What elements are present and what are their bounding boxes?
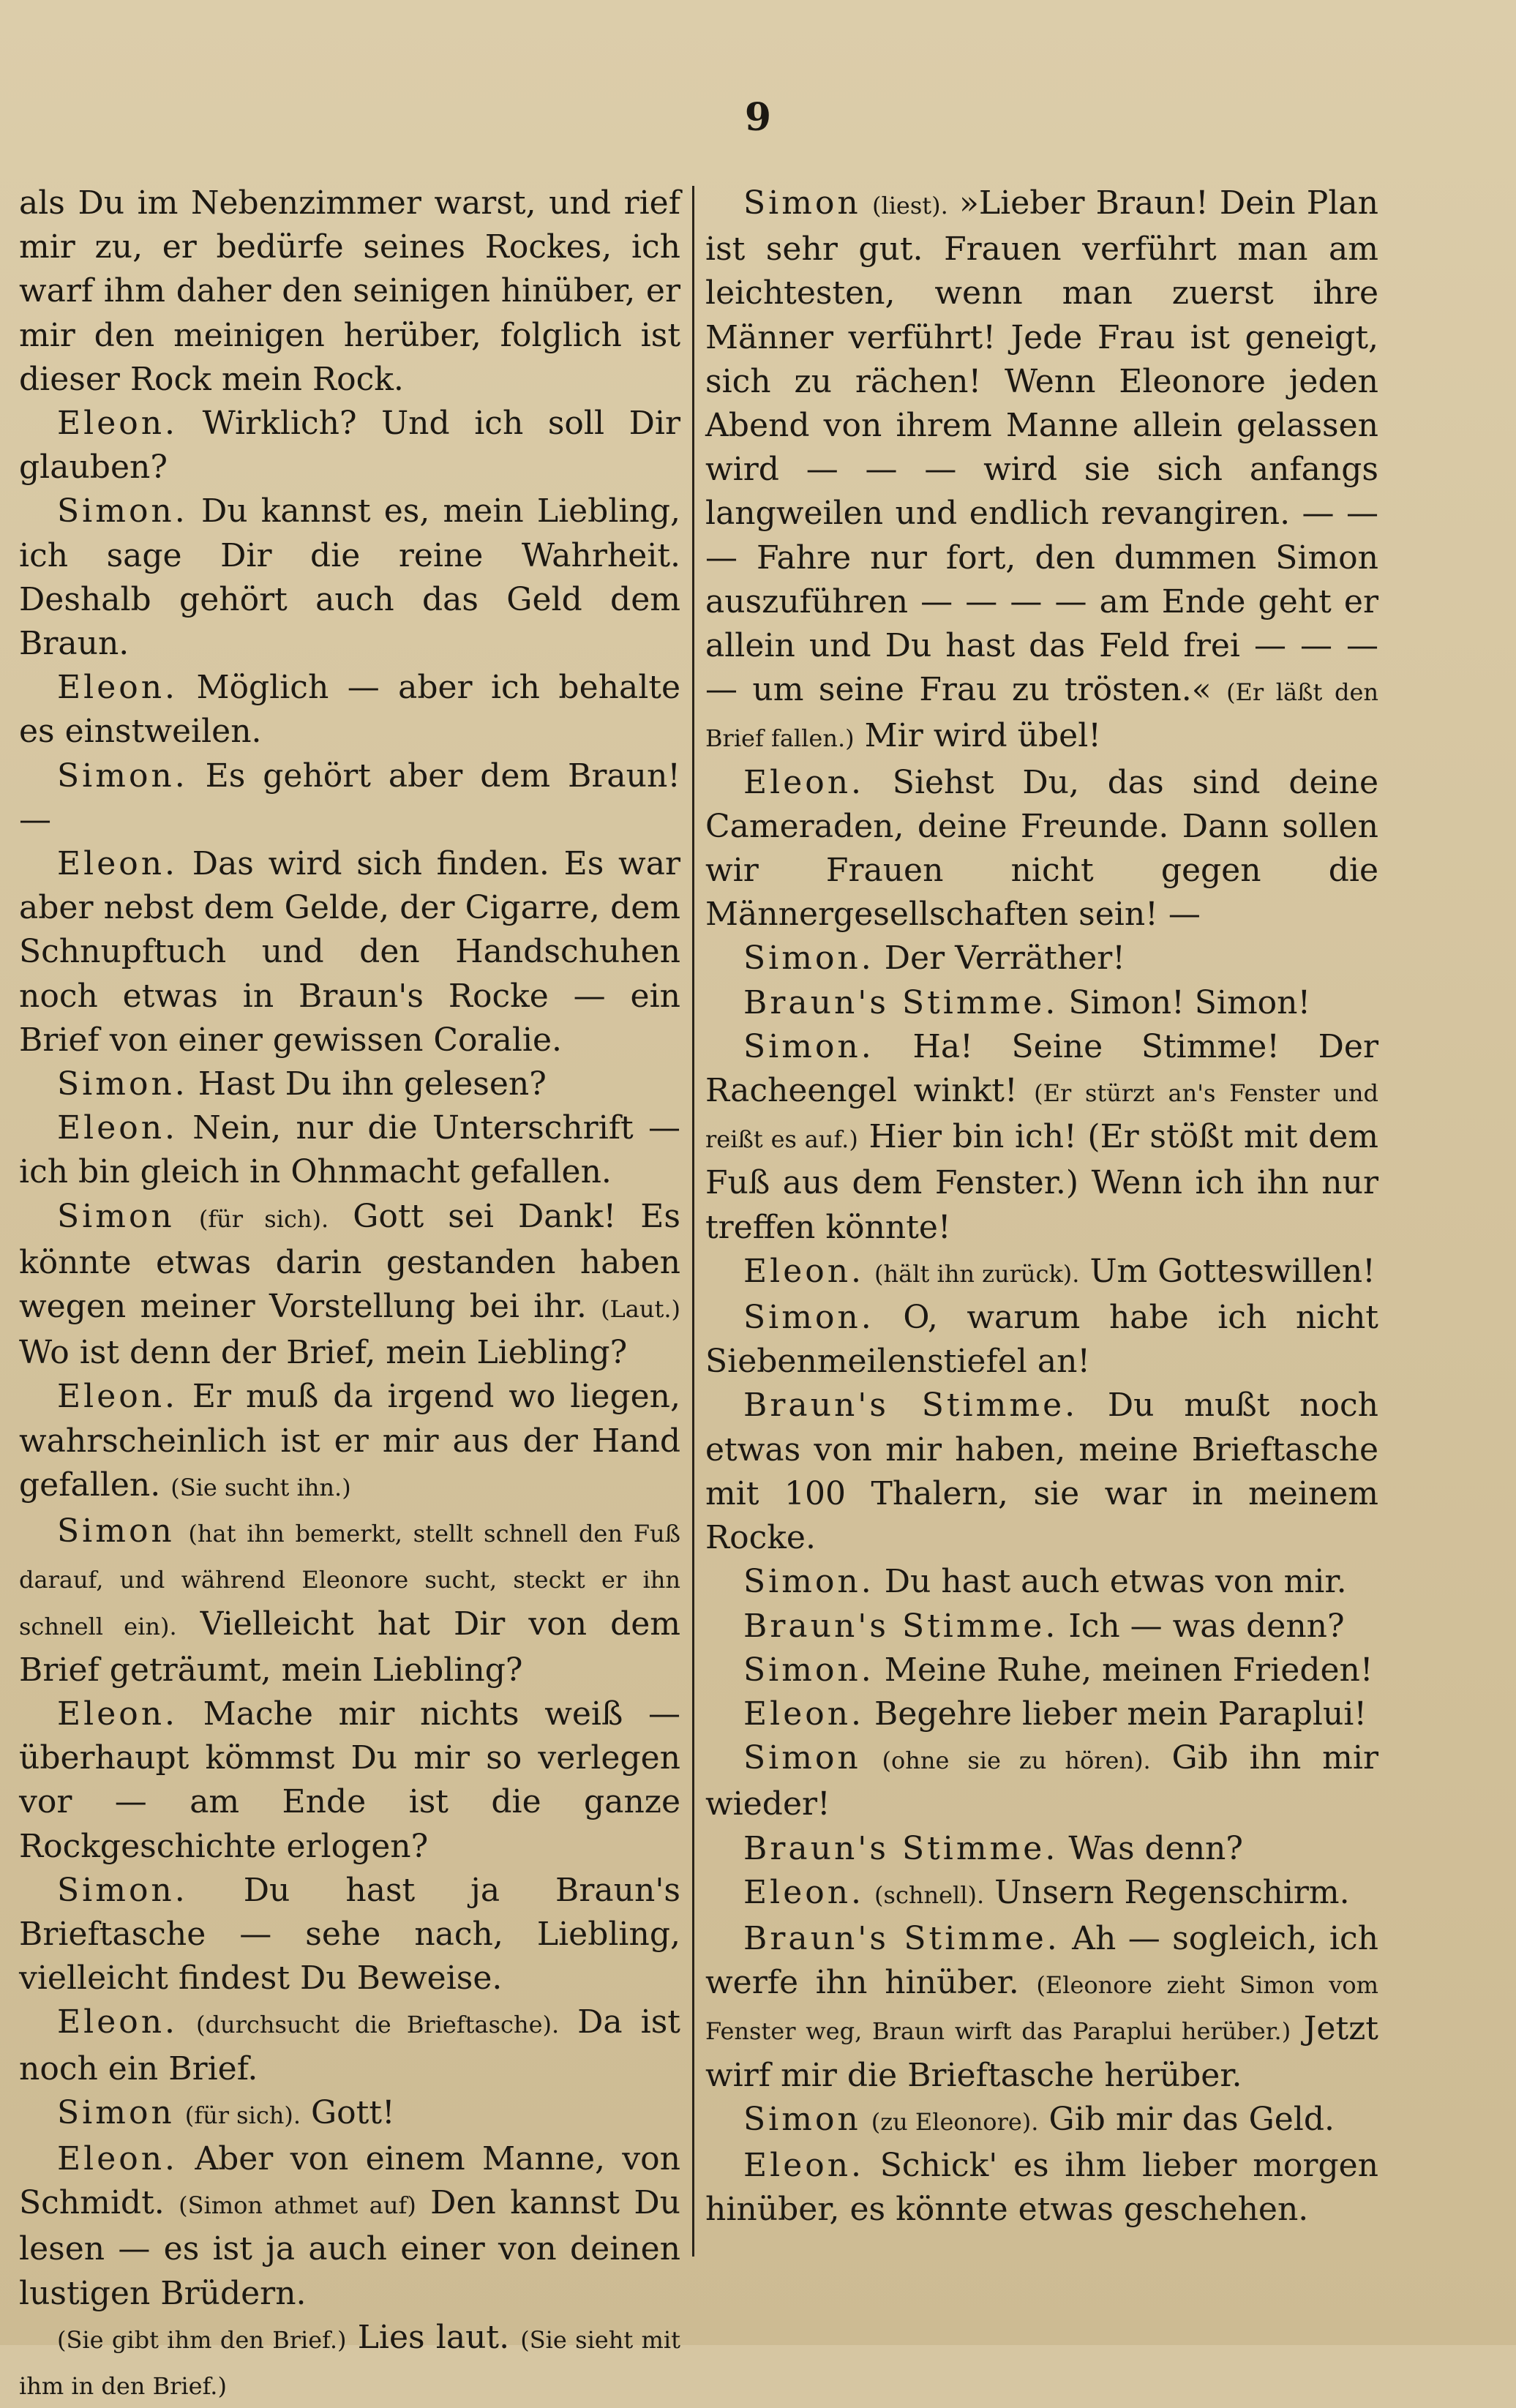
column-divider xyxy=(692,186,694,2257)
speaker-name: Simon xyxy=(57,1512,175,1550)
stage-direction: (hält ihn zurück). xyxy=(874,1259,1080,1288)
dialogue-paragraph xyxy=(705,761,1378,937)
stage-direction: (Er läßt den Brief fallen.) xyxy=(705,678,1378,753)
speaker-name: Simon. xyxy=(57,1871,188,1909)
speaker-name: Eleon. xyxy=(57,669,179,707)
right-column xyxy=(705,181,1378,2232)
dialogue-text: Den kannst Du lesen — es ist ja auch einer von deinen lustigen Brüdern. xyxy=(19,2184,680,2312)
dialogue-paragraph xyxy=(705,2098,1378,2144)
dialogue-paragraph xyxy=(705,1649,1378,1692)
speaker-name: Braun's Stimme. xyxy=(743,983,1059,1021)
speaker-name: Braun's Stimme. xyxy=(743,1919,1060,1957)
speaker-name: Eleon. xyxy=(743,1252,865,1290)
speaker-name: Braun's Stimme. xyxy=(743,1607,1059,1645)
dialogue-text: Simon! Simon! xyxy=(1068,983,1311,1021)
dialogue-paragraph xyxy=(19,1869,680,2001)
stage-direction: (hat ihn bemerkt, stellt schnell den Fuß darauf, und während Eleonore sucht, steckt er ihn schnell ein). xyxy=(19,1520,680,1640)
dialogue-paragraph xyxy=(19,402,680,490)
dialogue-paragraph xyxy=(705,1917,1378,2098)
dialogue-text: Du hast auch etwas von mir. xyxy=(884,1563,1347,1601)
stage-direction: (für sich). xyxy=(184,2101,301,2129)
dialogue-text: Da ist noch ein Brief. xyxy=(19,2003,680,2088)
dialogue-text: Nein, nur die Unterschrift — ich bin gleich in Ohnmacht gefallen. xyxy=(19,1109,680,1191)
dialogue-text: Unsern Regenschirm. xyxy=(994,1873,1350,1911)
dialogue-paragraph xyxy=(705,937,1378,980)
speaker-name: Eleon. xyxy=(57,2139,179,2178)
dialogue-paragraph xyxy=(19,490,680,666)
speaker-name: Eleon. xyxy=(57,2003,179,2041)
dialogue-text: O, warum habe ich nicht Siebenmeilenstiefel an! xyxy=(705,1299,1378,1381)
dialogue-text: Er muß da irgend wo liegen, wahrscheinlich ist er mir aus der Hand gefallen. xyxy=(19,1378,680,1504)
speaker-name: Eleon. xyxy=(743,1695,865,1733)
dialogue-text: Du mußt noch etwas von mir haben, meine Brieftasche mit 100 Thalern, sie war in meinem Rocke. xyxy=(705,1387,1378,1557)
speaker-name: Simon xyxy=(57,2093,175,2131)
dialogue-text: Hier bin ich! (Er stößt mit dem Fuß aus dem Fenster.) Wenn ich ihn nur treffen könnte! xyxy=(705,1118,1378,1246)
speaker-name: Simon. xyxy=(57,757,188,795)
stage-direction: (schnell). xyxy=(874,1880,985,1909)
dialogue-text: Lies laut. xyxy=(357,2318,510,2356)
speaker-name: Eleon. xyxy=(743,763,865,801)
dialogue-paragraph xyxy=(705,981,1378,1025)
dialogue-paragraph xyxy=(705,1871,1378,1917)
dialogue-paragraph xyxy=(705,1025,1378,1250)
dialogue-text: Aber von einem Manne, von Schmidt. xyxy=(19,2139,680,2222)
speaker-name: Simon xyxy=(743,1739,861,1777)
speaker-name: Simon. xyxy=(57,492,188,530)
dialogue-paragraph xyxy=(705,1250,1378,1296)
dialogue-text: Möglich — aber ich behalte es einstweilen. xyxy=(19,669,680,751)
speaker-name: Simon xyxy=(57,1197,175,1235)
dialogue-paragraph xyxy=(705,1605,1378,1649)
dialogue-text: Wirklich? Und ich soll Dir glauben? xyxy=(19,405,680,487)
dialogue-text: Wo ist denn der Brief, mein Liebling? xyxy=(19,1334,628,1372)
stage-direction: (Er stürzt an's Fenster und reißt es auf.) xyxy=(705,1079,1378,1154)
stage-direction: (Sie sucht ihn.) xyxy=(170,1473,351,1501)
dialogue-text: Der Verräther! xyxy=(884,939,1125,978)
dialogue-text: Vielleicht hat Dir von dem Brief geträumt, mein Liebling? xyxy=(19,1605,680,1689)
dialogue-paragraph xyxy=(19,2000,680,2090)
dialogue-paragraph xyxy=(19,2316,680,2408)
left-column xyxy=(19,181,680,2408)
dialogue-paragraph xyxy=(19,1692,680,1869)
page-number: 9 xyxy=(744,95,772,140)
stage-direction: (Laut.) xyxy=(601,1295,680,1324)
stage-direction: (Sie gibt ihm den Brief.) xyxy=(57,2325,347,2354)
dialogue-paragraph xyxy=(705,1736,1378,1826)
dialogue-paragraph xyxy=(705,1827,1378,1871)
speaker-name: Braun's Stimme. xyxy=(743,1387,1078,1425)
speaker-name: Simon xyxy=(743,2100,861,2138)
stage-direction: (Sie sieht mit ihm in den Brief.) xyxy=(19,2325,680,2400)
dialogue-paragraph xyxy=(19,842,680,1062)
speaker-name: Simon xyxy=(743,184,861,222)
dialogue-paragraph xyxy=(19,1106,680,1194)
dialogue-paragraph xyxy=(705,1692,1378,1736)
dialogue-text: Gib mir das Geld. xyxy=(1048,2100,1335,2138)
dialogue-text: Das wird sich finden. Es war aber nebst dem Gelde, der Cigarre, dem Schnupftuch und den Handschuhen noch etwas in Braun's Rocke — ein Brief von einer gewissen Coralie. xyxy=(19,845,680,1059)
speaker-name: Simon. xyxy=(743,1299,874,1337)
dialogue-paragraph xyxy=(19,1062,680,1106)
dialogue-paragraph xyxy=(19,2091,680,2137)
dialogue-paragraph xyxy=(705,2144,1378,2232)
dialogue-paragraph xyxy=(19,1509,680,1692)
dialogue-text: Gott sei Dank! Es könnte etwas darin gestanden haben wegen meiner Vorstellung bei ihr. xyxy=(19,1197,680,1326)
dialogue-text: »Lieber Braun! Dein Plan ist sehr gut. Frauen verführt man am leichtesten, wenn man zuerst ihre Männer verführt! Jede Frau ist geneigt, sich zu rächen! Wenn Eleonore jeden Abend von ihrem Manne allein gelassen wird — — — wird sie sich anfangs langweilen und endlich revangiren. — — — Fahre nur fort, den dummen Simon auszuführen — — — — am Ende geht er allein und Du hast das Feld frei — — — — um seine Frau zu trösten.« xyxy=(705,184,1378,709)
dialogue-text: Begehre lieber mein Paraplui! xyxy=(874,1695,1367,1733)
speaker-name: Eleon. xyxy=(57,1109,179,1147)
speaker-name: Simon. xyxy=(57,1065,188,1103)
dialogue-paragraph xyxy=(705,1296,1378,1384)
stage-direction: (ohne sie zu hören). xyxy=(882,1747,1151,1775)
dialogue-paragraph xyxy=(705,181,1378,761)
stage-direction: (durchsucht die Brieftasche). xyxy=(196,2011,560,2039)
dialogue-paragraph xyxy=(19,1195,680,1376)
dialogue-text: als Du im Nebenzimmer warst, und rief mir zu, er bedürfe seines Rockes, ich warf ihm daher den seinigen hinüber, er mir den meinigen herüber, folglich ist dieser Rock mein Rock. xyxy=(19,184,680,398)
dialogue-text: Mir wird übel! xyxy=(864,717,1101,755)
dialogue-paragraph xyxy=(19,666,680,754)
dialogue-text: Ha! Seine Stimme! Der Racheengel winkt! xyxy=(705,1027,1378,1110)
speaker-name: Eleon. xyxy=(743,1873,865,1911)
dialogue-paragraph xyxy=(705,1560,1378,1604)
dialogue-text: Mache mir nichts weiß — überhaupt kömmst Du mir so verlegen vor — am Ende ist die ganze Rockgeschichte erlogen? xyxy=(19,1695,680,1865)
dialogue-text: Hast Du ihn gelesen? xyxy=(198,1065,547,1103)
dialogue-paragraph xyxy=(19,754,680,842)
dialogue-paragraph xyxy=(19,2137,680,2316)
speaker-name: Eleon. xyxy=(57,1695,179,1733)
speaker-name: Eleon. xyxy=(743,2146,865,2184)
dialogue-text: Du kannst es, mein Liebling, ich sage Dir die reine Wahrheit. Deshalb gehört auch das Geld dem Braun. xyxy=(19,492,680,663)
speaker-name: Simon. xyxy=(743,939,874,978)
dialogue-text: Gott! xyxy=(311,2093,395,2131)
speaker-name: Simon. xyxy=(743,1563,874,1601)
dialogue-paragraph xyxy=(19,181,680,402)
speaker-name: Simon. xyxy=(743,1651,874,1689)
stage-direction: (Simon athmet auf) xyxy=(179,2191,416,2220)
dialogue-text: Ich — was denn? xyxy=(1068,1607,1345,1645)
stage-direction: (zu Eleonore). xyxy=(871,2107,1039,2136)
dialogue-text: Meine Ruhe, meinen Frieden! xyxy=(884,1651,1373,1689)
dialogue-paragraph xyxy=(705,1384,1378,1560)
stage-direction: (für sich). xyxy=(198,1204,329,1233)
stage-direction: (Eleonore zieht Simon vom Fenster weg, Braun wirft das Paraplui herüber.) xyxy=(705,1971,1378,2046)
speaker-name: Braun's Stimme. xyxy=(743,1829,1059,1867)
speaker-name: Eleon. xyxy=(57,845,179,883)
dialogue-text: Es gehört aber dem Braun! — xyxy=(19,757,680,839)
speaker-name: Eleon. xyxy=(57,1378,179,1416)
dialogue-text: Ah — sogleich, ich werfe ihn hinüber. xyxy=(705,1919,1378,2002)
dialogue-text: Schick' es ihm lieber morgen hinüber, es könnte etwas geschehen. xyxy=(705,2146,1378,2229)
stage-direction: (liest). xyxy=(871,192,948,220)
dialogue-text: Siehst Du, das sind deine Cameraden, deine Freunde. Dann sollen wir Frauen nicht gegen die Männergesellschaften sein! — xyxy=(705,763,1378,934)
dialogue-text: Jetzt wirf mir die Brieftasche herüber. xyxy=(705,2010,1378,2094)
dialogue-text: Gib ihn mir wieder! xyxy=(705,1739,1378,1823)
dialogue-text: Um Gotteswillen! xyxy=(1089,1252,1376,1290)
speaker-name: Simon. xyxy=(743,1027,874,1065)
dialogue-paragraph xyxy=(19,1375,680,1509)
speaker-name: Eleon. xyxy=(57,405,179,443)
dialogue-text: Was denn? xyxy=(1068,1829,1243,1867)
dialogue-text: Du hast ja Braun's Brieftasche — sehe nach, Liebling, vielleicht findest Du Beweise. xyxy=(19,1871,680,1998)
